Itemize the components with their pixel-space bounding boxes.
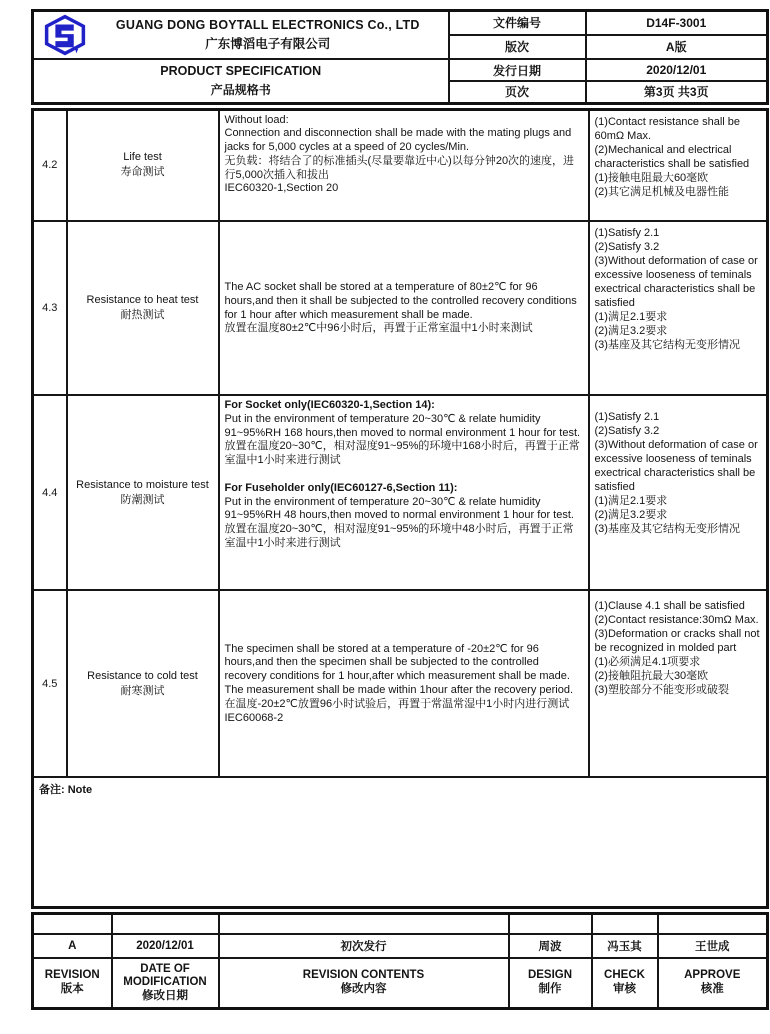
spec-table <box>31 108 769 909</box>
header-design <box>509 958 592 1008</box>
test-row-4.3 <box>33 221 768 395</box>
test-requirement <box>589 395 768 590</box>
header-date-en: DATE OF MODIFICATION <box>123 962 207 988</box>
content-line: 在温度-20±2℃放置96小时试验后，再置于常温常湿中1小时内进行测试 <box>224 697 570 710</box>
test-name-cn: 寿命测试 <box>120 166 165 179</box>
header-table <box>31 9 769 105</box>
content-line: 放置在温度20~30℃，相对湿度91~95%的环境中168小时后，再置于正常室温中1小时来进行测试 <box>224 440 580 467</box>
requirement-line: (3)Without deformation of case or excessive looseness of teminals exectrical characteristics shall be satisfied <box>594 255 758 309</box>
test-name <box>67 590 219 777</box>
header-revision-en: REVISION <box>44 969 100 982</box>
test-number: 4.5 <box>33 590 67 777</box>
content-line: Without load: <box>224 113 289 126</box>
content-line: Put in the environment of temperature 20~30℃ & relate humidity 91~95%RH 168 hours,then moved to normal environment 1 hour for test. <box>224 412 581 439</box>
entry-revision: A <box>33 934 112 958</box>
header-revision <box>33 958 112 1008</box>
requirement-line: (1)满足2.1要求 <box>594 311 668 323</box>
note-label: 备注: Note <box>39 784 93 796</box>
test-name-en: Life test <box>123 151 162 164</box>
header-revision-cn: 版本 <box>60 982 84 995</box>
empty-cell <box>112 913 219 934</box>
test-requirement <box>589 109 768 221</box>
test-name <box>67 395 219 590</box>
entry-contents: 初次发行 <box>219 934 509 958</box>
requirement-line: (1)Clause 4.1 shall be satisfied <box>594 600 745 612</box>
requirement-line: (1)Satisfy 2.1 <box>594 227 660 239</box>
requirement-line: (3)基座及其它结构无变形情况 <box>594 339 740 351</box>
content-line: 无负载：将结合了的标准插头(尽量要靠近中心)以每分钟20次的速度，进行5,000次插入和拔出 <box>224 154 575 181</box>
requirement-line: (2)Contact resistance:30mΩ Max. <box>594 614 759 626</box>
issue-date-label: 发行日期 <box>449 59 586 81</box>
specification-document <box>31 9 766 1010</box>
empty-cell <box>219 913 509 934</box>
empty-cell <box>509 913 592 934</box>
test-name-cn: 耐热测试 <box>120 309 165 321</box>
test-row-4.4 <box>33 395 768 590</box>
header-contents <box>219 958 509 1008</box>
boytall-logo-icon <box>38 14 92 56</box>
test-number: 4.4 <box>33 395 67 590</box>
note-row <box>33 777 768 907</box>
requirement-line: (3)Deformation or cracks shall not be recognized in molded part <box>594 628 760 654</box>
page-label: 页次 <box>449 81 586 103</box>
requirement-line: (1)接触电阻最大60毫欧 <box>594 171 709 184</box>
revision-value: A版 <box>586 35 768 59</box>
revision-table <box>31 912 769 1010</box>
test-name <box>67 221 219 395</box>
company-cell <box>33 11 449 60</box>
doc-number-value: D14F-3001 <box>586 11 768 35</box>
content-line: For Socket only(IEC60320-1,Section 14): <box>224 399 435 411</box>
empty-cell <box>592 913 658 934</box>
empty-cell <box>33 913 112 934</box>
requirement-line: (1)Contact resistance shall be 60mΩ Max. <box>594 115 741 142</box>
entry-date: 2020/12/01 <box>112 934 219 958</box>
header-design-en: DESIGN <box>527 969 573 982</box>
header-approve <box>658 958 768 1008</box>
header-approve-en: APPROVE <box>684 969 741 982</box>
requirement-line: (2)Mechanical and electrical characteristics shall be satisfied <box>594 143 750 170</box>
test-name-cn: 防潮测试 <box>120 493 165 506</box>
content-line: For Fuseholder only(IEC60127-6,Section 11): <box>224 481 458 494</box>
test-name-en: Resistance to heat test <box>86 294 199 306</box>
doc-title-cell <box>33 59 449 103</box>
content-line: Put in the environment of temperature 20~30℃ & relate humidity 91~95%RH 48 hours,then moved to normal environment 1 hour for test. <box>224 495 574 522</box>
requirement-line: (2)其它满足机械及电器性能 <box>594 185 729 198</box>
content-line: The specimen shall be stored at a temperature of -20±2℃ for 96 hours,and then the specimen shall be subjected to the controlled recovery conditions for 1 hour,after which measurement shall be made. The measurement shall be made within 1hour after the recovery period. <box>224 642 574 696</box>
test-content <box>219 590 589 777</box>
requirement-line: (1)Satisfy 2.1 <box>594 411 660 423</box>
empty-cell <box>658 913 768 934</box>
content-line: 放置在温度80±2℃中96小时后，再置于正常室温中1小时来测试 <box>224 322 533 335</box>
test-requirement <box>589 221 768 395</box>
header-date-cn: 修改日期 <box>142 989 188 1002</box>
requirement-line: (1)满足2.1要求 <box>594 495 668 507</box>
entry-check: 冯玉其 <box>592 934 658 958</box>
test-number: 4.2 <box>33 109 67 221</box>
entry-approve: 王世成 <box>658 934 768 958</box>
revision-empty-row <box>33 913 768 934</box>
header-design-cn: 制作 <box>538 982 562 995</box>
company-name-en: GUANG DONG BOYTALL ELECTRONICS Co., LTD <box>115 18 420 32</box>
content-line: IEC60320-1,Section 20 <box>224 182 339 195</box>
header-contents-en: REVISION CONTENTS <box>302 969 425 982</box>
revision-entry-row <box>33 934 768 958</box>
header-check-cn: 审核 <box>613 982 636 995</box>
requirement-line: (2)Satisfy 3.2 <box>594 241 660 253</box>
content-line: IEC60068-2 <box>224 711 284 724</box>
content-line: 放置在温度20~30℃，相对湿度91~95%的环境中48小时后，再置于正常室温中1小时来进行测试 <box>224 523 574 549</box>
content-line <box>225 468 584 482</box>
test-row-4.5 <box>33 590 768 777</box>
test-content <box>219 221 589 395</box>
header-check-en: CHECK <box>604 969 645 982</box>
content-line: Connection and disconnection shall be made with the mating plugs and jacks for 5,000 cycles at a speed of 20 cycles/Min. <box>224 127 572 154</box>
test-name-en: Resistance to moisture test <box>76 478 209 491</box>
company-name-cn: 广东博滔电子有限公司 <box>205 37 331 51</box>
doc-number-label: 文件编号 <box>449 11 586 35</box>
note-cell <box>33 777 768 907</box>
requirement-line: (2)接触阻抗最大30毫欧 <box>594 670 709 682</box>
issue-date-value: 2020/12/01 <box>586 59 768 81</box>
requirement-line: (3)Without deformation of case or excessive looseness of teminals exectrical characteristics shall be satisfied <box>594 439 758 493</box>
test-row-4.2 <box>33 109 768 221</box>
requirement-line: (2)满足3.2要求 <box>594 509 668 521</box>
test-number: 4.3 <box>33 221 67 395</box>
header-date <box>112 958 219 1008</box>
test-name-en: Resistance to cold test <box>87 669 198 682</box>
header-approve-cn: 核准 <box>700 982 724 995</box>
page-value: 第3页 共3页 <box>586 81 768 103</box>
test-name-cn: 耐寒测试 <box>120 684 165 697</box>
entry-design: 周波 <box>509 934 592 958</box>
revision-header-row <box>33 958 768 1008</box>
requirement-line: (3)基座及其它结构无变形情况 <box>594 523 740 535</box>
header-check <box>592 958 658 1008</box>
requirement-line: (3)塑胶部分不能变形或破裂 <box>594 684 729 696</box>
test-content <box>219 109 589 221</box>
test-content <box>219 395 589 590</box>
requirement-line: (1)必须满足4.1项要求 <box>594 656 701 668</box>
test-requirement <box>589 590 768 777</box>
test-name <box>67 109 219 221</box>
requirement-line: (2)Satisfy 3.2 <box>594 425 660 437</box>
doc-title-en: PRODUCT SPECIFICATION <box>160 63 322 78</box>
content-line: The AC socket shall be stored at a temperature of 80±2℃ for 96 hours,and then it shall be subjected to the controlled recovery conditions for 1 hour after which measurement shall be made. <box>224 280 577 321</box>
doc-title-cn: 产品规格书 <box>210 82 271 97</box>
requirement-line: (2)满足3.2要求 <box>594 325 668 337</box>
revision-label: 版次 <box>449 35 586 59</box>
header-contents-cn: 修改内容 <box>340 982 387 995</box>
